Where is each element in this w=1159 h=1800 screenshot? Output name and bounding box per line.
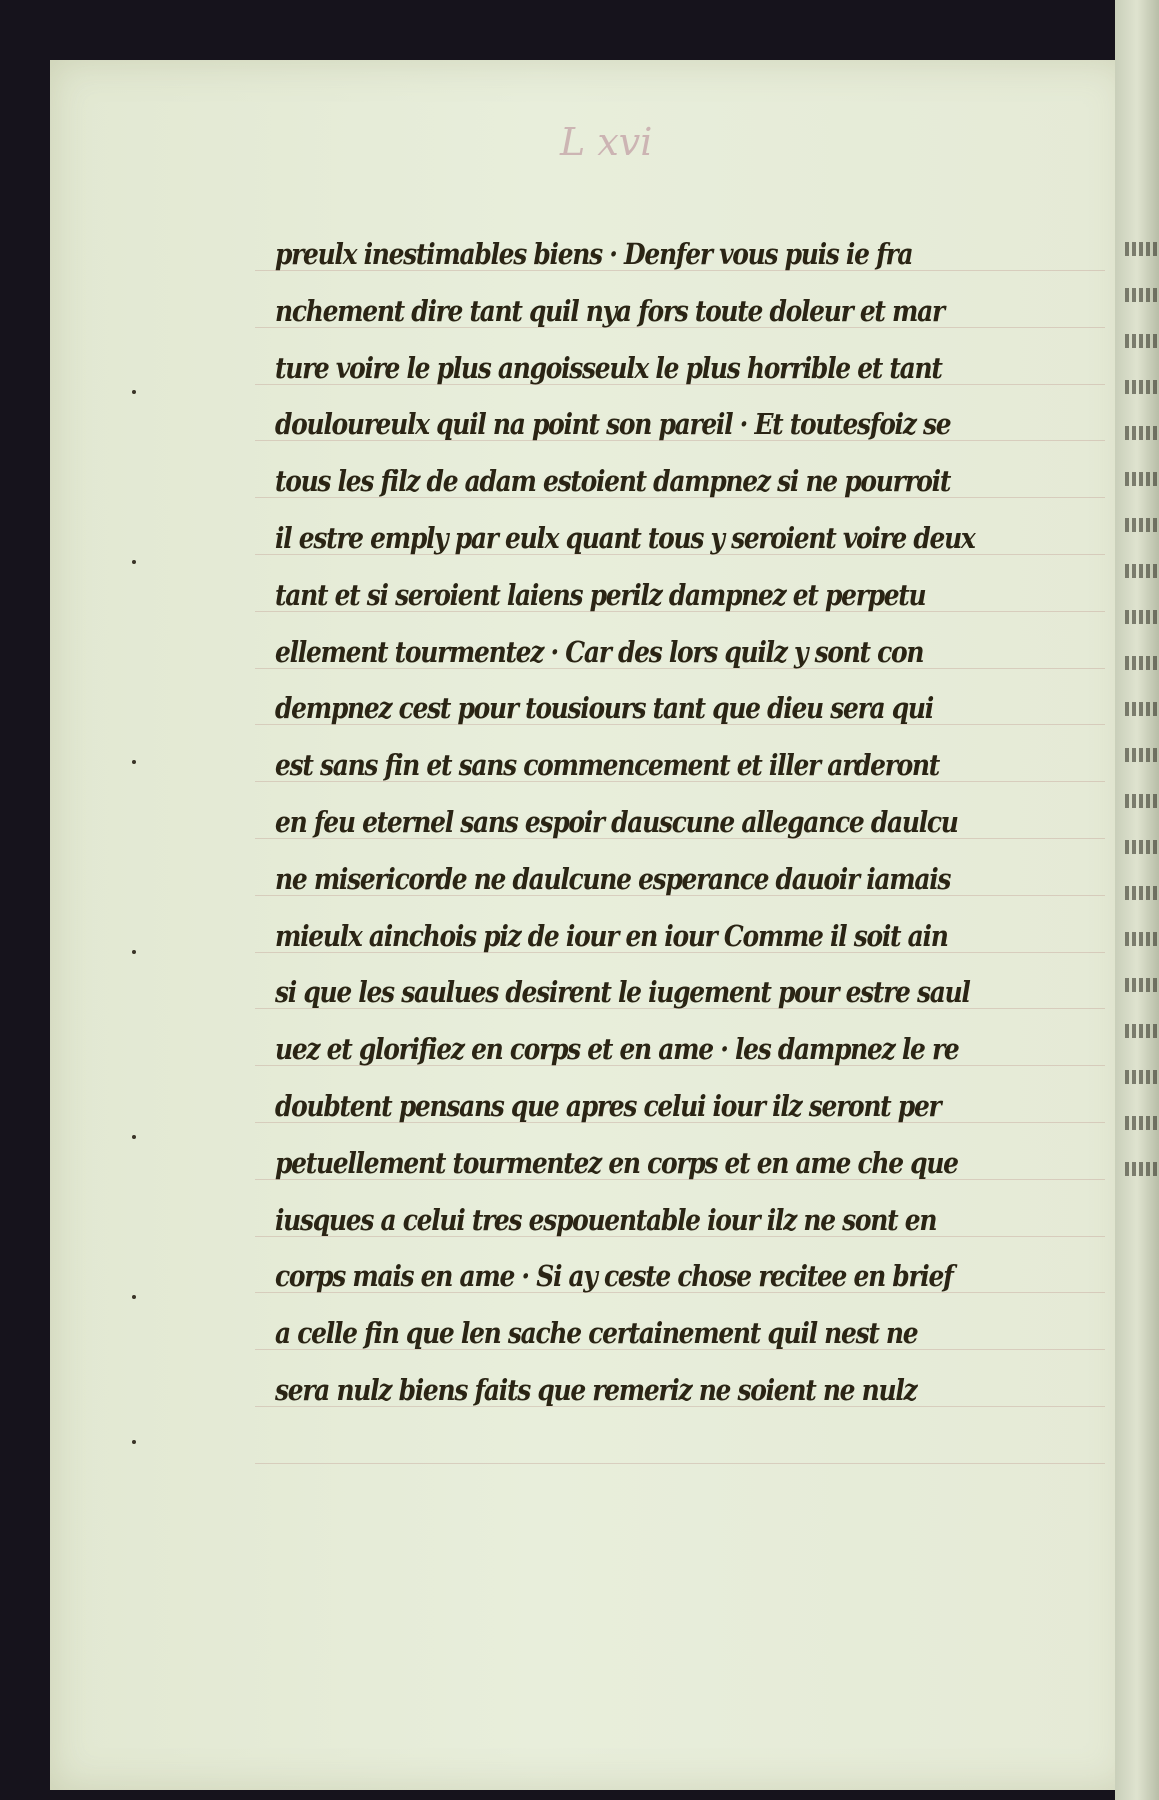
- text-line: iusques a celui tres espouentable iour ilz ne sont en: [275, 1202, 937, 1237]
- text-line: ne misericorde ne daulcune esperance dauoir iamais: [275, 861, 951, 896]
- text-line: dempnez cest pour tousiours tant que dieu sera qui: [275, 691, 933, 726]
- pricking-dot: [132, 560, 136, 564]
- text-line: ellement tourmentez · Car des lors quilz y sont con: [275, 634, 924, 669]
- text-line: nchement dire tant quil nya fors toute doleur et mar: [275, 293, 944, 328]
- text-line: sera nulz biens faits que remeriz ne soient ne nulz: [275, 1372, 917, 1407]
- text-line: ture voire le plus angoisseulx le plus horrible et tant: [275, 350, 942, 385]
- text-line: est sans fin et sans commencement et iller arderont: [275, 748, 939, 783]
- text-line: si que les saulues desirent le iugement pour estre saul: [275, 975, 970, 1010]
- text-line: a celle fin que len sache certainement quil nest ne: [275, 1316, 918, 1351]
- text-line: tous les filz de adam estoient dampnez si ne pourroit: [275, 464, 951, 499]
- text-block: [275, 226, 1095, 1419]
- pricking-dot: [132, 760, 136, 764]
- pricking-dot: [132, 390, 136, 394]
- text-line: petuellement tourmentez en corps et en ame che que: [275, 1145, 958, 1180]
- text-line: preulx inestimables biens · Denfer vous puis ie fra: [275, 237, 913, 271]
- ruling-line: [255, 1463, 1105, 1464]
- text-line: doubtent pensans que apres celui iour ilz seront per: [275, 1088, 941, 1123]
- text-line: mieulx ainchois piz de iour en iour Comme il soit ain: [275, 918, 948, 953]
- pricking-dot: [132, 950, 136, 954]
- text-line: tant et si seroient laiens perilz dampnez et perpetu: [275, 577, 926, 612]
- text-line: corps mais en ame · Si ay ceste chose recitee en brief: [275, 1259, 953, 1294]
- text-line: douloureulx quil na point son pareil · Et toutesfoiz se: [275, 407, 951, 442]
- text-line: en feu eternel sans espoir dauscune allegance daulcu: [275, 804, 958, 839]
- pricking-dot: [132, 1440, 136, 1444]
- text-line: uez et glorifiez en corps et en ame · les dampnez le re: [275, 1032, 959, 1067]
- pricking-dot: [132, 1135, 136, 1139]
- facing-page-text-fragment: [1125, 210, 1159, 1510]
- pricking-dot: [132, 1295, 136, 1299]
- text-line: il estre emply par eulx quant tous y seroient voire deux: [275, 520, 975, 555]
- folio-number: L xvi: [560, 120, 653, 164]
